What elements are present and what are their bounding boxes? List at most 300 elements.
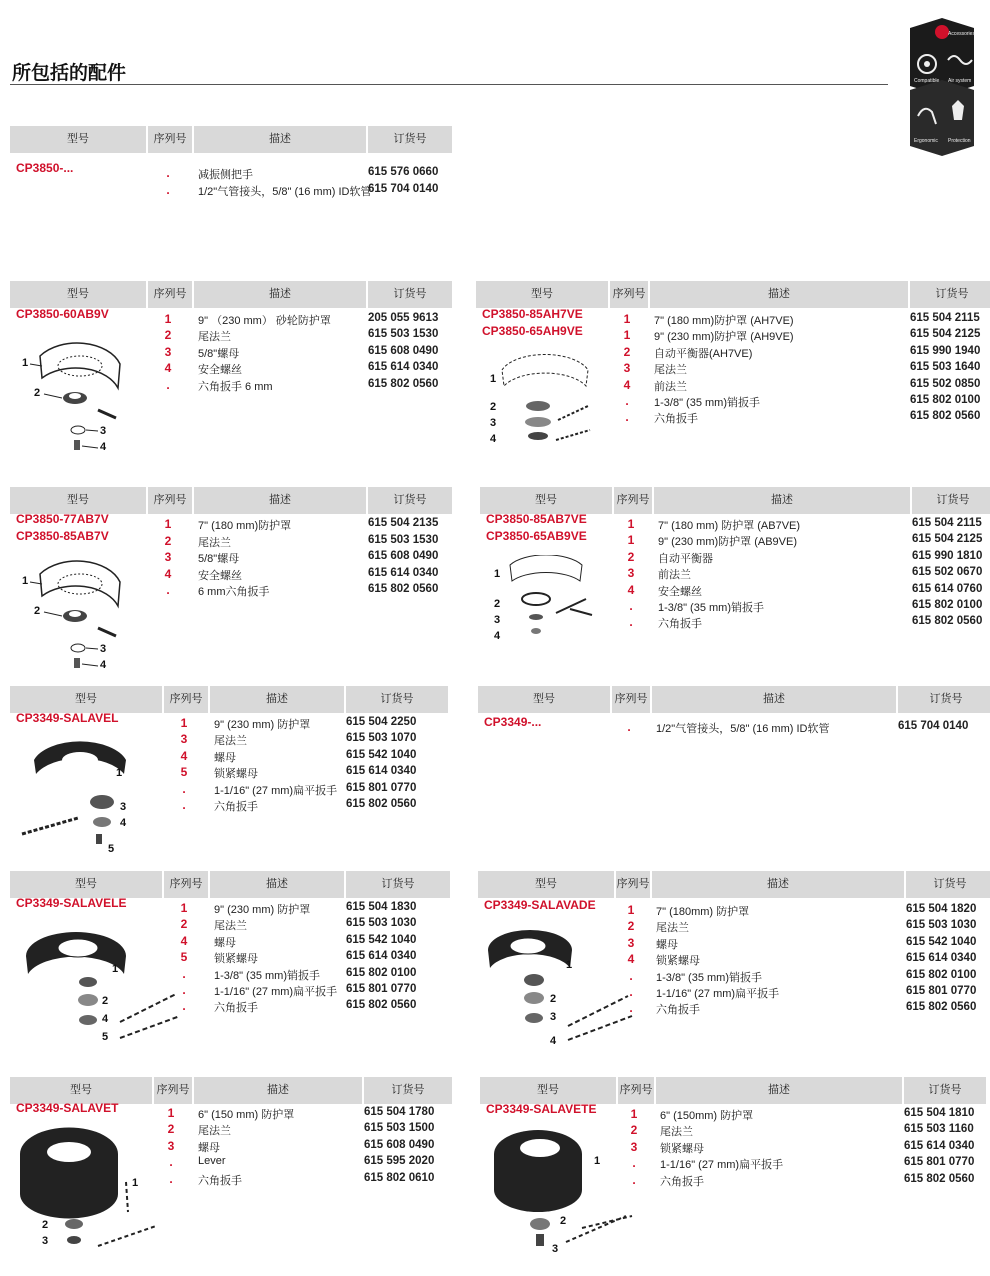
row-seq: 3 xyxy=(623,361,631,376)
row-description: 1-1/16" (27 mm)扁平扳手 xyxy=(656,988,780,1000)
table-header xyxy=(10,871,450,898)
model-number: CP3349-SALAVEL xyxy=(16,711,119,725)
row-seq: . xyxy=(166,183,170,197)
row-order-number: 615 614 0340 xyxy=(906,952,977,965)
row-order-number: 615 802 0560 xyxy=(368,583,439,596)
row-description: 螺母 xyxy=(656,938,678,951)
row-order-number: 615 504 2115 xyxy=(912,517,982,529)
row-seq: 1 xyxy=(627,533,635,548)
row-order-number: 615 504 2125 xyxy=(910,328,981,341)
row-order-number: 615 704 0140 xyxy=(368,183,439,195)
parts-illustration xyxy=(484,922,644,1050)
row-order-number: 615 801 0770 xyxy=(346,781,417,794)
callout-label: 3 xyxy=(42,1235,49,1247)
row-order-number: 615 802 0560 xyxy=(910,410,981,423)
row-order-number: 615 504 2135 xyxy=(368,517,439,529)
row-order-number: 615 503 1030 xyxy=(906,919,977,932)
row-order-number: 615 542 1040 xyxy=(346,748,417,761)
row-description: 1/2"气管接头，5/8" (16 mm) ID软管 xyxy=(656,723,830,735)
callout-label: 3 xyxy=(490,417,497,429)
row-order-number: 615 503 1500 xyxy=(364,1122,435,1135)
badge-label: Compatible xyxy=(914,78,940,84)
row-seq: . xyxy=(629,615,633,630)
row-order-number: 615 614 0340 xyxy=(368,361,439,374)
parts-illustration xyxy=(16,730,136,854)
header-desc: 描述 xyxy=(654,1077,902,1104)
row-description: 自动平衡器(AH7VE) xyxy=(654,347,753,360)
row-description: 尾法兰 xyxy=(198,1125,231,1138)
table-row xyxy=(480,517,988,533)
row-seq: . xyxy=(629,599,633,613)
callout-label: 5 xyxy=(102,1031,109,1043)
row-description: 尾法兰 xyxy=(198,536,231,549)
row-seq: 2 xyxy=(164,328,172,343)
row-description: 安全螺丝 xyxy=(198,364,242,377)
callout-label: 3 xyxy=(550,1011,557,1023)
row-seq: 1 xyxy=(627,903,635,917)
row-seq: 2 xyxy=(627,549,635,564)
row-seq: . xyxy=(182,781,186,796)
row-description: 1-3/8" (35 mm)销扳手 xyxy=(214,969,320,982)
row-seq: 2 xyxy=(623,344,631,359)
callout-label: 1 xyxy=(494,568,501,580)
parts-illustration xyxy=(20,336,130,456)
row-seq: 3 xyxy=(627,566,635,581)
row-seq: 1 xyxy=(164,312,172,326)
row-seq: . xyxy=(629,1001,633,1016)
model-number: CP3349-SALAVETE xyxy=(486,1102,597,1116)
row-seq: 1 xyxy=(623,328,631,343)
row-seq: 4 xyxy=(164,361,172,376)
row-description: 尾法兰 xyxy=(214,920,247,933)
header-model: 型号 xyxy=(531,288,553,300)
header-model: 型号 xyxy=(67,288,89,300)
row-seq: . xyxy=(169,1171,173,1186)
row-description: 螺母 xyxy=(198,1141,220,1154)
row-order-number: 615 802 0560 xyxy=(906,1001,977,1014)
row-seq: 3 xyxy=(164,344,172,359)
row-seq: . xyxy=(629,968,633,983)
callout-label: 1 xyxy=(22,575,29,587)
model-number: CP3850-... xyxy=(16,161,74,175)
model-number: CP3850-60AB9V xyxy=(16,307,109,321)
callout-label: 4 xyxy=(100,659,107,671)
row-order-number: 205 055 9613 xyxy=(368,312,439,324)
row-order-number: 615 504 1820 xyxy=(906,903,977,915)
badge-label: Protection xyxy=(948,138,971,144)
row-order-number: 615 595 2020 xyxy=(364,1155,435,1168)
callout-label: 2 xyxy=(490,401,497,413)
row-order-number: 615 503 1530 xyxy=(368,533,439,546)
badge-label: Air system xyxy=(948,78,972,84)
row-seq: 4 xyxy=(627,582,635,597)
header-desc: 描述 xyxy=(192,126,366,153)
table-header xyxy=(480,1077,986,1104)
table-row xyxy=(10,183,446,199)
row-seq: 1 xyxy=(627,517,635,531)
accessories-badge-icon xyxy=(902,16,980,156)
header-model: 型号 xyxy=(75,878,97,890)
header-order: 订货号 xyxy=(362,1077,452,1104)
header-model: 型号 xyxy=(537,1084,559,1096)
header-order: 订货号 xyxy=(908,281,990,308)
row-seq: 1 xyxy=(630,1107,638,1121)
model-number: CP3850-77AB7V xyxy=(16,512,109,526)
row-order-number: 615 801 0770 xyxy=(906,985,977,997)
row-seq: . xyxy=(627,720,631,734)
row-description: 9" (230 mm) 防护罩 xyxy=(214,904,311,916)
row-order-number: 615 801 0770 xyxy=(904,1156,975,1169)
callout-label: 3 xyxy=(494,614,501,626)
row-description: 螺母 xyxy=(214,751,236,764)
callout-label: 2 xyxy=(34,387,41,399)
header-desc: 描述 xyxy=(208,686,344,713)
row-seq: . xyxy=(625,410,629,425)
header-order: 订货号 xyxy=(344,686,448,713)
callout-label: 1 xyxy=(566,959,573,971)
header-seq: 序列号 xyxy=(146,126,192,153)
row-description: 1/2"气管接头，5/8" (16 mm) ID软管 xyxy=(198,186,372,198)
header-seq: 序列号 xyxy=(162,686,208,713)
row-description: 六角扳手 xyxy=(656,1004,700,1017)
header-desc: 描述 xyxy=(192,1077,362,1104)
header-seq: 序列号 xyxy=(152,1077,192,1104)
row-seq: . xyxy=(182,966,186,981)
callout-label: 3 xyxy=(100,425,107,437)
row-description: 9" (230 mm) 防护罩 xyxy=(214,719,311,731)
row-seq: . xyxy=(169,1155,173,1170)
row-order-number: 615 504 1780 xyxy=(364,1106,435,1118)
row-seq: . xyxy=(166,583,170,598)
badge-label: Ergonomic xyxy=(914,138,938,144)
row-description: 自动平衡器 xyxy=(658,552,713,565)
model-number: CP3850-85AB7VE xyxy=(486,512,587,526)
row-seq: 4 xyxy=(623,377,631,392)
row-description: 6" (150 mm) 防护罩 xyxy=(198,1109,295,1121)
row-order-number: 615 503 1640 xyxy=(910,361,981,374)
header-order: 订货号 xyxy=(896,686,990,713)
row-description: Lever xyxy=(198,1155,226,1168)
table-header xyxy=(10,686,448,713)
callout-label: 1 xyxy=(490,373,497,385)
header-model: 型号 xyxy=(535,494,557,506)
row-seq: . xyxy=(632,1172,636,1187)
row-seq: 3 xyxy=(180,732,188,747)
row-order-number: 615 503 1160 xyxy=(904,1123,974,1136)
row-description: 六角扳手 xyxy=(658,618,702,631)
row-description: 前法兰 xyxy=(658,569,691,582)
row-description: 锁紧螺母 xyxy=(214,768,258,781)
callout-label: 5 xyxy=(108,843,115,854)
row-order-number: 615 542 1040 xyxy=(346,933,417,946)
callout-label: 4 xyxy=(494,630,501,642)
parts-illustration xyxy=(16,922,186,1046)
header-model: 型号 xyxy=(67,133,89,145)
parts-illustration xyxy=(492,555,602,645)
row-description: 7" (180 mm) 防护罩 (AB7VE) xyxy=(658,520,801,532)
row-description: 尾法兰 xyxy=(660,1126,693,1139)
row-order-number: 615 504 2125 xyxy=(912,533,983,546)
page-title: 所包括的配件 xyxy=(12,63,127,84)
row-description: 六角扳手 xyxy=(660,1175,704,1188)
header-order: 订货号 xyxy=(366,281,452,308)
header-order: 订货号 xyxy=(910,487,990,514)
table-row xyxy=(478,903,988,919)
header-seq: 序列号 xyxy=(608,281,648,308)
row-description: 7" (180 mm)防护罩 (AH7VE) xyxy=(654,315,794,327)
row-order-number: 615 503 1030 xyxy=(346,917,417,930)
header-model: 型号 xyxy=(533,693,555,705)
row-seq: 1 xyxy=(623,312,631,326)
row-description: 六角扳手 6 mm xyxy=(198,380,273,393)
model-number: CP3349-SALAVELE xyxy=(16,896,127,910)
header-desc: 描述 xyxy=(192,281,366,308)
header-order: 订货号 xyxy=(902,1077,986,1104)
table-row xyxy=(480,1107,980,1123)
row-description: 锁紧螺母 xyxy=(660,1142,704,1155)
row-order-number: 615 802 0100 xyxy=(910,394,981,406)
row-order-number: 615 802 0100 xyxy=(906,968,977,981)
callout-label: 2 xyxy=(42,1219,49,1231)
callout-label: 3 xyxy=(120,801,127,813)
row-order-number: 615 503 1070 xyxy=(346,732,417,745)
table-header xyxy=(10,126,452,153)
callout-label: 1 xyxy=(116,767,123,779)
table-header xyxy=(480,487,990,514)
row-description: 六角扳手 xyxy=(214,1002,258,1015)
row-description: 1-3/8" (35 mm)销扳手 xyxy=(658,602,764,614)
row-order-number: 615 802 0560 xyxy=(368,377,439,390)
model-number: CP3850-85AH7VE xyxy=(482,307,583,321)
row-description: 锁紧螺母 xyxy=(656,955,700,968)
table-row xyxy=(10,901,444,917)
row-order-number: 615 802 0100 xyxy=(346,966,417,979)
row-order-number: 615 802 0560 xyxy=(346,999,417,1012)
row-order-number: 615 614 0760 xyxy=(912,582,983,595)
header-desc: 描述 xyxy=(650,871,904,898)
table-row xyxy=(10,166,446,182)
row-order-number: 615 614 0340 xyxy=(904,1139,975,1152)
model-number: CP3850-65AH9VE xyxy=(482,323,583,338)
table-row xyxy=(476,328,988,344)
header-desc: 描述 xyxy=(648,281,908,308)
header-model: 型号 xyxy=(535,878,557,890)
callout-label: 4 xyxy=(100,441,107,453)
row-seq: . xyxy=(166,377,170,392)
row-seq: . xyxy=(182,999,186,1014)
row-order-number: 615 802 0610 xyxy=(364,1171,435,1184)
model-number: CP3349-SALAVET xyxy=(16,1101,119,1115)
model-number: CP3850-65AB9VE xyxy=(486,528,587,543)
callout-label: 2 xyxy=(560,1215,567,1227)
table-row xyxy=(10,1106,446,1122)
row-order-number: 615 614 0340 xyxy=(346,765,417,778)
table-row xyxy=(10,534,446,550)
row-seq: 4 xyxy=(627,952,635,967)
row-seq: 1 xyxy=(167,1106,175,1120)
table-row xyxy=(10,517,446,533)
callout-label: 4 xyxy=(550,1035,557,1047)
row-description: 前法兰 xyxy=(654,380,687,393)
header-seq: 序列号 xyxy=(612,487,652,514)
callout-label: 1 xyxy=(132,1177,139,1189)
row-description: 螺母 xyxy=(214,936,236,949)
row-order-number: 615 504 2250 xyxy=(346,716,417,728)
row-order-number: 615 802 0100 xyxy=(912,599,983,611)
table-header xyxy=(10,281,452,308)
row-seq: 3 xyxy=(164,550,172,565)
row-seq: 5 xyxy=(180,765,188,780)
row-order-number: 615 608 0490 xyxy=(368,550,439,563)
row-seq: . xyxy=(632,1156,636,1171)
row-seq: 4 xyxy=(164,566,172,581)
callout-label: 2 xyxy=(102,995,109,1007)
row-seq: 2 xyxy=(164,533,172,548)
row-order-number: 615 802 0560 xyxy=(346,798,417,810)
row-order-number: 615 802 0560 xyxy=(904,1172,975,1185)
header-order: 订货号 xyxy=(904,871,990,898)
row-description: 9" (230 mm)防护罩 (AB9VE) xyxy=(658,536,797,549)
callout-label: 2 xyxy=(550,993,557,1005)
header-desc: 描述 xyxy=(208,871,344,898)
row-order-number: 615 704 0140 xyxy=(898,720,969,732)
parts-illustration xyxy=(488,350,598,450)
row-seq: . xyxy=(182,798,186,812)
callout-label: 2 xyxy=(34,605,41,617)
row-seq: 2 xyxy=(627,919,635,934)
table-row xyxy=(478,720,988,736)
row-description: 9" (230 mm)防护罩 (AH9VE) xyxy=(654,331,794,344)
row-seq: 2 xyxy=(630,1123,638,1138)
row-description: 六角扳手 xyxy=(198,1174,242,1187)
row-description: 7" (180 mm)防护罩 xyxy=(198,520,292,532)
header-desc: 描述 xyxy=(192,487,366,514)
model-number: CP3349-... xyxy=(484,715,542,729)
row-order-number: 615 801 0770 xyxy=(346,983,417,995)
row-description: 6" (150mm) 防护罩 xyxy=(660,1110,754,1122)
parts-illustration xyxy=(486,1124,646,1254)
row-seq: 3 xyxy=(627,935,635,950)
row-order-number: 615 502 0850 xyxy=(910,377,981,390)
table-header xyxy=(478,871,990,898)
row-order-number: 615 608 0490 xyxy=(364,1138,435,1151)
row-description: 尾法兰 xyxy=(198,331,231,344)
row-description: 1-1/16" (27 mm)扁平扳手 xyxy=(214,986,338,998)
table-row xyxy=(476,312,988,328)
header-seq: 序列号 xyxy=(146,487,192,514)
row-seq: 1 xyxy=(180,901,188,915)
table-header xyxy=(478,686,990,713)
row-seq: . xyxy=(166,166,170,180)
row-seq: 2 xyxy=(167,1122,175,1137)
row-seq: 4 xyxy=(180,748,188,763)
row-description: 5/8"螺母 xyxy=(198,347,240,360)
row-seq: . xyxy=(629,985,633,999)
callout-label: 1 xyxy=(594,1155,601,1167)
header-model: 型号 xyxy=(70,1084,92,1096)
row-seq: 2 xyxy=(180,917,188,932)
row-description: 安全螺丝 xyxy=(658,585,702,598)
row-order-number: 615 503 1530 xyxy=(368,328,439,341)
row-order-number: 615 608 0490 xyxy=(368,344,439,357)
row-description: 1-3/8" (35 mm)销扳手 xyxy=(656,971,762,984)
title-divider xyxy=(10,84,888,85)
table-row xyxy=(480,533,988,549)
row-description: 六角扳手 xyxy=(214,801,258,813)
row-description: 六角扳手 xyxy=(654,413,698,426)
header-order: 订货号 xyxy=(344,871,450,898)
row-description: 1-3/8" (35 mm)销扳手 xyxy=(654,397,760,409)
row-order-number: 615 576 0660 xyxy=(368,166,439,178)
row-description: 1-1/16" (27 mm)扁平扳手 xyxy=(214,784,338,797)
callout-label: 4 xyxy=(490,433,497,445)
row-order-number: 615 614 0340 xyxy=(346,950,417,963)
row-seq: 5 xyxy=(180,950,188,965)
row-description: 安全螺丝 xyxy=(198,569,242,582)
header-seq: 序列号 xyxy=(146,281,192,308)
header-order: 订货号 xyxy=(366,487,452,514)
callout-label: 2 xyxy=(494,598,501,610)
model-number: CP3850-85AB7V xyxy=(16,528,109,543)
table-header xyxy=(476,281,990,308)
row-order-number: 615 802 0560 xyxy=(912,615,983,628)
header-model: 型号 xyxy=(67,494,89,506)
header-seq: 序列号 xyxy=(616,1077,654,1104)
row-order-number: 615 542 1040 xyxy=(906,935,977,948)
callout-label: 3 xyxy=(552,1243,559,1254)
parts-illustration xyxy=(20,554,130,674)
row-seq: 3 xyxy=(167,1138,175,1153)
callout-label: 3 xyxy=(100,643,107,655)
table-row xyxy=(10,312,446,328)
row-description: 尾法兰 xyxy=(654,364,687,377)
row-description: 7" (180mm) 防护罩 xyxy=(656,906,750,918)
row-order-number: 615 990 1940 xyxy=(910,344,981,357)
row-order-number: 615 990 1810 xyxy=(912,549,983,562)
row-seq: 1 xyxy=(180,716,188,730)
row-seq: 4 xyxy=(180,933,188,948)
row-description: 9" （230 mm） 砂轮防护罩 xyxy=(198,315,331,327)
row-description: 锁紧螺母 xyxy=(214,953,258,966)
header-seq: 序列号 xyxy=(610,686,650,713)
badge-label: Accessories xyxy=(948,31,975,37)
row-seq: 1 xyxy=(164,517,172,531)
row-description: 尾法兰 xyxy=(214,735,247,748)
callout-label: 1 xyxy=(112,963,119,975)
row-description: 减振侧把手 xyxy=(198,169,253,181)
table-header xyxy=(10,487,452,514)
header-desc: 描述 xyxy=(652,487,910,514)
row-order-number: 615 504 1810 xyxy=(904,1107,975,1119)
row-order-number: 615 504 2115 xyxy=(910,312,980,324)
header-model: 型号 xyxy=(75,693,97,705)
callout-label: 1 xyxy=(22,357,29,369)
row-order-number: 615 502 0670 xyxy=(912,566,983,579)
row-seq: 3 xyxy=(630,1139,638,1154)
parts-illustration xyxy=(14,1122,164,1252)
row-seq: . xyxy=(182,983,186,997)
row-order-number: 615 614 0340 xyxy=(368,566,439,579)
row-order-number: 615 504 1830 xyxy=(346,901,417,913)
row-description: 5/8"螺母 xyxy=(198,553,240,566)
callout-label: 4 xyxy=(102,1013,109,1025)
header-seq: 序列号 xyxy=(614,871,650,898)
model-number: CP3349-SALAVADE xyxy=(484,898,596,912)
header-desc: 描述 xyxy=(650,686,896,713)
table-header xyxy=(10,1077,452,1104)
header-order: 订货号 xyxy=(366,126,452,153)
callout-label: 4 xyxy=(120,817,127,829)
